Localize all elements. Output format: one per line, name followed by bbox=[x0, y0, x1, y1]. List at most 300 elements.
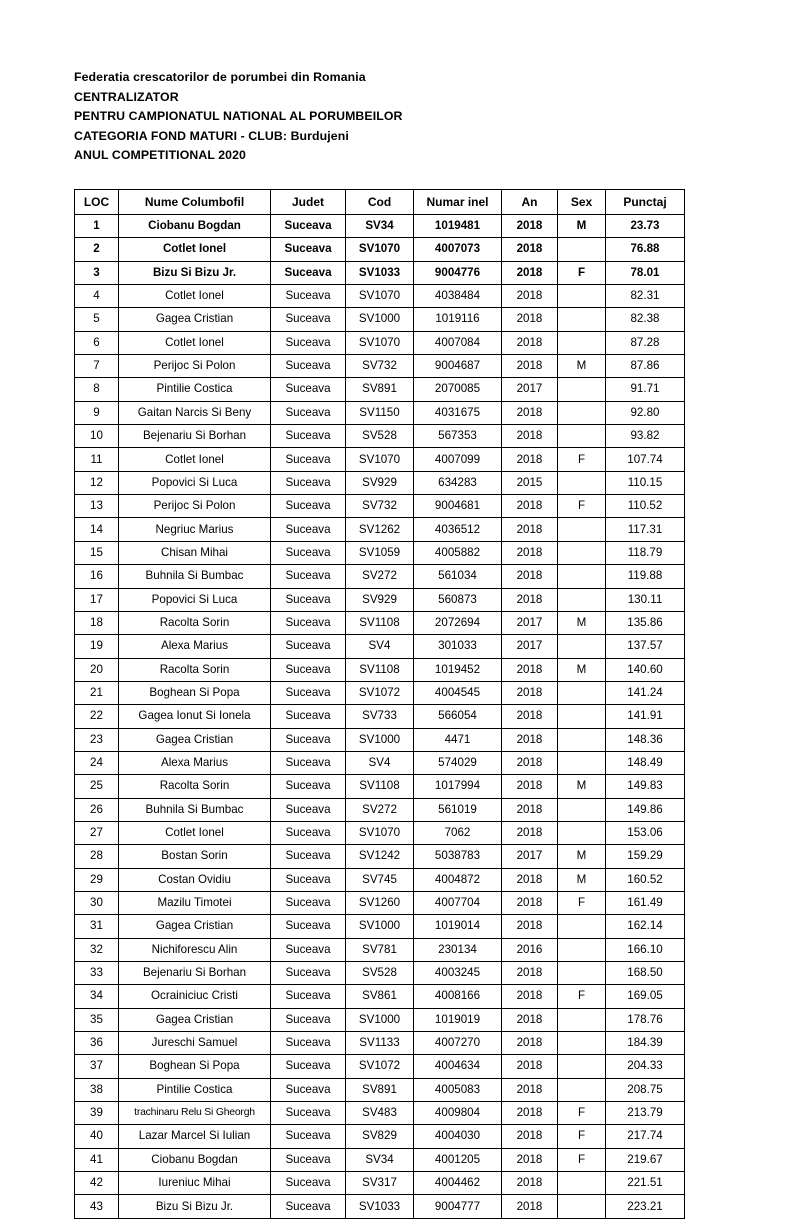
cell-judet: Suceava bbox=[271, 425, 346, 448]
cell-cod: SV4 bbox=[346, 635, 414, 658]
cell-cod: SV1033 bbox=[346, 261, 414, 284]
cell-loc: 4 bbox=[75, 285, 119, 308]
cell-punctaj: 161.49 bbox=[606, 891, 685, 914]
cell-an: 2018 bbox=[502, 751, 558, 774]
table-row bbox=[75, 331, 685, 354]
cell-judet: Suceava bbox=[271, 985, 346, 1008]
cell-loc: 34 bbox=[75, 985, 119, 1008]
cell-cod: SV1072 bbox=[346, 1055, 414, 1078]
cell-cod: SV4 bbox=[346, 751, 414, 774]
cell-an: 2018 bbox=[502, 285, 558, 308]
table-row bbox=[75, 238, 685, 261]
cell-judet: Suceava bbox=[271, 285, 346, 308]
cell-sex bbox=[558, 962, 606, 985]
cell-sex bbox=[558, 238, 606, 261]
cell-sex: M bbox=[558, 355, 606, 378]
cell-cod: SV34 bbox=[346, 215, 414, 238]
cell-cod: SV1260 bbox=[346, 891, 414, 914]
cell-an: 2018 bbox=[502, 891, 558, 914]
cell-sex bbox=[558, 1055, 606, 1078]
cell-punctaj: 204.33 bbox=[606, 1055, 685, 1078]
cell-nume: trachinaru Relu Si Gheorgh bbox=[119, 1102, 271, 1125]
cell-punctaj: 217.74 bbox=[606, 1125, 685, 1148]
cell-sex: M bbox=[558, 868, 606, 891]
cell-loc: 18 bbox=[75, 611, 119, 634]
table-body bbox=[75, 215, 685, 1219]
cell-cod: SV1072 bbox=[346, 681, 414, 704]
cell-punctaj: 107.74 bbox=[606, 448, 685, 471]
cell-nume: Gagea Cristian bbox=[119, 308, 271, 331]
cell-nume: Gagea Ionut Si Ionela bbox=[119, 705, 271, 728]
cell-judet: Suceava bbox=[271, 611, 346, 634]
cell-loc: 26 bbox=[75, 798, 119, 821]
cell-nume: Jureschi Samuel bbox=[119, 1032, 271, 1055]
cell-nume: Boghean Si Popa bbox=[119, 1055, 271, 1078]
table-row bbox=[75, 1008, 685, 1031]
cell-judet: Suceava bbox=[271, 1078, 346, 1101]
cell-punctaj: 221.51 bbox=[606, 1172, 685, 1195]
cell-nume: Nichiforescu Alin bbox=[119, 938, 271, 961]
cell-sex bbox=[558, 705, 606, 728]
cell-loc: 22 bbox=[75, 705, 119, 728]
cell-loc: 36 bbox=[75, 1032, 119, 1055]
cell-cod: SV781 bbox=[346, 938, 414, 961]
cell-inel: 4007084 bbox=[414, 331, 502, 354]
cell-punctaj: 160.52 bbox=[606, 868, 685, 891]
cell-an: 2017 bbox=[502, 611, 558, 634]
cell-nume: Racolta Sorin bbox=[119, 775, 271, 798]
table-row bbox=[75, 471, 685, 494]
table-row bbox=[75, 1148, 685, 1171]
cell-sex bbox=[558, 588, 606, 611]
cell-cod: SV745 bbox=[346, 868, 414, 891]
table-row bbox=[75, 891, 685, 914]
cell-loc: 2 bbox=[75, 238, 119, 261]
cell-sex: F bbox=[558, 1148, 606, 1171]
cell-inel: 4005882 bbox=[414, 541, 502, 564]
cell-punctaj: 87.86 bbox=[606, 355, 685, 378]
cell-inel: 4001205 bbox=[414, 1148, 502, 1171]
cell-cod: SV929 bbox=[346, 588, 414, 611]
table-row bbox=[75, 821, 685, 844]
cell-judet: Suceava bbox=[271, 495, 346, 518]
cell-sex bbox=[558, 821, 606, 844]
table-row bbox=[75, 378, 685, 401]
cell-sex: F bbox=[558, 891, 606, 914]
cell-punctaj: 135.86 bbox=[606, 611, 685, 634]
cell-loc: 30 bbox=[75, 891, 119, 914]
cell-cod: SV528 bbox=[346, 425, 414, 448]
cell-inel: 4004462 bbox=[414, 1172, 502, 1195]
cell-punctaj: 178.76 bbox=[606, 1008, 685, 1031]
cell-judet: Suceava bbox=[271, 751, 346, 774]
cell-nume: Bostan Sorin bbox=[119, 845, 271, 868]
table-row bbox=[75, 681, 685, 704]
cell-loc: 16 bbox=[75, 565, 119, 588]
cell-sex: M bbox=[558, 845, 606, 868]
cell-loc: 37 bbox=[75, 1055, 119, 1078]
cell-inel: 566054 bbox=[414, 705, 502, 728]
cell-inel: 4038484 bbox=[414, 285, 502, 308]
table-row bbox=[75, 705, 685, 728]
cell-an: 2018 bbox=[502, 1195, 558, 1218]
cell-judet: Suceava bbox=[271, 1008, 346, 1031]
cell-judet: Suceava bbox=[271, 1102, 346, 1125]
column-header-inel: Numar inel bbox=[414, 190, 502, 215]
cell-nume: Bejenariu Si Borhan bbox=[119, 425, 271, 448]
cell-punctaj: 148.49 bbox=[606, 751, 685, 774]
table-row bbox=[75, 728, 685, 751]
cell-nume: Negriuc Marius bbox=[119, 518, 271, 541]
cell-nume: Gagea Cristian bbox=[119, 915, 271, 938]
table-row bbox=[75, 401, 685, 424]
cell-punctaj: 117.31 bbox=[606, 518, 685, 541]
table-row bbox=[75, 355, 685, 378]
cell-judet: Suceava bbox=[271, 541, 346, 564]
table-row bbox=[75, 798, 685, 821]
cell-loc: 12 bbox=[75, 471, 119, 494]
cell-loc: 33 bbox=[75, 962, 119, 985]
cell-judet: Suceava bbox=[271, 355, 346, 378]
column-header-cod: Cod bbox=[346, 190, 414, 215]
cell-nume: Cotlet Ionel bbox=[119, 238, 271, 261]
cell-judet: Suceava bbox=[271, 821, 346, 844]
cell-inel: 4009804 bbox=[414, 1102, 502, 1125]
cell-inel: 5038783 bbox=[414, 845, 502, 868]
cell-cod: SV272 bbox=[346, 798, 414, 821]
column-header-loc: LOC bbox=[75, 190, 119, 215]
cell-an: 2018 bbox=[502, 588, 558, 611]
cell-inel: 574029 bbox=[414, 751, 502, 774]
cell-an: 2018 bbox=[502, 448, 558, 471]
cell-an: 2017 bbox=[502, 635, 558, 658]
cell-sex bbox=[558, 518, 606, 541]
cell-punctaj: 184.39 bbox=[606, 1032, 685, 1055]
table-row bbox=[75, 425, 685, 448]
cell-judet: Suceava bbox=[271, 378, 346, 401]
cell-cod: SV272 bbox=[346, 565, 414, 588]
cell-judet: Suceava bbox=[271, 705, 346, 728]
cell-inel: 301033 bbox=[414, 635, 502, 658]
cell-cod: SV483 bbox=[346, 1102, 414, 1125]
cell-inel: 4007099 bbox=[414, 448, 502, 471]
cell-loc: 8 bbox=[75, 378, 119, 401]
document-header bbox=[74, 68, 694, 166]
cell-punctaj: 219.67 bbox=[606, 1148, 685, 1171]
cell-loc: 40 bbox=[75, 1125, 119, 1148]
cell-an: 2017 bbox=[502, 845, 558, 868]
cell-an: 2018 bbox=[502, 308, 558, 331]
cell-punctaj: 168.50 bbox=[606, 962, 685, 985]
cell-an: 2018 bbox=[502, 915, 558, 938]
table-row bbox=[75, 611, 685, 634]
table-row bbox=[75, 635, 685, 658]
cell-loc: 1 bbox=[75, 215, 119, 238]
cell-an: 2018 bbox=[502, 775, 558, 798]
cell-inel: 4004545 bbox=[414, 681, 502, 704]
cell-inel: 2070085 bbox=[414, 378, 502, 401]
cell-nume: Cotlet Ionel bbox=[119, 448, 271, 471]
cell-punctaj: 141.24 bbox=[606, 681, 685, 704]
cell-punctaj: 93.82 bbox=[606, 425, 685, 448]
table-row bbox=[75, 962, 685, 985]
cell-sex bbox=[558, 308, 606, 331]
cell-punctaj: 23.73 bbox=[606, 215, 685, 238]
table-row bbox=[75, 775, 685, 798]
cell-sex bbox=[558, 285, 606, 308]
cell-judet: Suceava bbox=[271, 448, 346, 471]
cell-inel: 230134 bbox=[414, 938, 502, 961]
cell-nume: Perijoc Si Polon bbox=[119, 495, 271, 518]
header-line-year: ANUL COMPETITIONAL 2020 bbox=[74, 148, 246, 163]
cell-cod: SV1108 bbox=[346, 775, 414, 798]
cell-sex: F bbox=[558, 448, 606, 471]
cell-an: 2018 bbox=[502, 425, 558, 448]
cell-judet: Suceava bbox=[271, 938, 346, 961]
cell-punctaj: 92.80 bbox=[606, 401, 685, 424]
cell-loc: 42 bbox=[75, 1172, 119, 1195]
cell-nume: Gagea Cristian bbox=[119, 728, 271, 751]
cell-nume: Racolta Sorin bbox=[119, 658, 271, 681]
cell-sex bbox=[558, 1078, 606, 1101]
cell-loc: 39 bbox=[75, 1102, 119, 1125]
cell-inel: 9004681 bbox=[414, 495, 502, 518]
cell-sex bbox=[558, 1195, 606, 1218]
cell-sex: F bbox=[558, 495, 606, 518]
cell-loc: 14 bbox=[75, 518, 119, 541]
cell-sex bbox=[558, 751, 606, 774]
cell-judet: Suceava bbox=[271, 891, 346, 914]
cell-sex: M bbox=[558, 775, 606, 798]
cell-cod: SV528 bbox=[346, 962, 414, 985]
cell-punctaj: 110.15 bbox=[606, 471, 685, 494]
cell-nume: Alexa Marius bbox=[119, 635, 271, 658]
cell-punctaj: 153.06 bbox=[606, 821, 685, 844]
cell-loc: 27 bbox=[75, 821, 119, 844]
cell-inel: 2072694 bbox=[414, 611, 502, 634]
cell-loc: 19 bbox=[75, 635, 119, 658]
cell-an: 2018 bbox=[502, 518, 558, 541]
cell-judet: Suceava bbox=[271, 308, 346, 331]
table-row bbox=[75, 751, 685, 774]
cell-sex bbox=[558, 471, 606, 494]
cell-judet: Suceava bbox=[271, 401, 346, 424]
cell-judet: Suceava bbox=[271, 238, 346, 261]
cell-judet: Suceava bbox=[271, 331, 346, 354]
cell-judet: Suceava bbox=[271, 1032, 346, 1055]
column-header-judet: Judet bbox=[271, 190, 346, 215]
cell-judet: Suceava bbox=[271, 798, 346, 821]
cell-an: 2018 bbox=[502, 1078, 558, 1101]
cell-nume: Mazilu Timotei bbox=[119, 891, 271, 914]
cell-inel: 561034 bbox=[414, 565, 502, 588]
cell-nume: Ocrainiciuc Cristi bbox=[119, 985, 271, 1008]
cell-judet: Suceava bbox=[271, 635, 346, 658]
column-header-nume: Nume Columbofil bbox=[119, 190, 271, 215]
cell-cod: SV732 bbox=[346, 495, 414, 518]
cell-punctaj: 78.01 bbox=[606, 261, 685, 284]
cell-loc: 15 bbox=[75, 541, 119, 564]
table-row bbox=[75, 495, 685, 518]
cell-inel: 4004872 bbox=[414, 868, 502, 891]
cell-loc: 5 bbox=[75, 308, 119, 331]
cell-inel: 9004777 bbox=[414, 1195, 502, 1218]
cell-sex: M bbox=[558, 658, 606, 681]
column-header-punctaj: Punctaj bbox=[606, 190, 685, 215]
cell-an: 2018 bbox=[502, 261, 558, 284]
cell-nume: Costan Ovidiu bbox=[119, 868, 271, 891]
cell-judet: Suceava bbox=[271, 518, 346, 541]
cell-cod: SV1000 bbox=[346, 1008, 414, 1031]
cell-loc: 21 bbox=[75, 681, 119, 704]
cell-cod: SV891 bbox=[346, 378, 414, 401]
cell-cod: SV732 bbox=[346, 355, 414, 378]
cell-an: 2018 bbox=[502, 868, 558, 891]
cell-cod: SV891 bbox=[346, 1078, 414, 1101]
cell-cod: SV1242 bbox=[346, 845, 414, 868]
cell-inel: 4031675 bbox=[414, 401, 502, 424]
cell-sex bbox=[558, 1032, 606, 1055]
cell-an: 2018 bbox=[502, 821, 558, 844]
cell-sex bbox=[558, 1008, 606, 1031]
cell-cod: SV1000 bbox=[346, 308, 414, 331]
cell-cod: SV1070 bbox=[346, 821, 414, 844]
cell-cod: SV1000 bbox=[346, 728, 414, 751]
cell-an: 2018 bbox=[502, 1008, 558, 1031]
cell-inel: 9004776 bbox=[414, 261, 502, 284]
cell-nume: Cotlet Ionel bbox=[119, 821, 271, 844]
cell-cod: SV861 bbox=[346, 985, 414, 1008]
cell-inel: 4036512 bbox=[414, 518, 502, 541]
cell-punctaj: 166.10 bbox=[606, 938, 685, 961]
cell-punctaj: 140.60 bbox=[606, 658, 685, 681]
cell-punctaj: 149.86 bbox=[606, 798, 685, 821]
cell-an: 2018 bbox=[502, 1055, 558, 1078]
cell-judet: Suceava bbox=[271, 1172, 346, 1195]
cell-sex: F bbox=[558, 261, 606, 284]
cell-cod: SV1033 bbox=[346, 1195, 414, 1218]
cell-inel: 560873 bbox=[414, 588, 502, 611]
cell-sex bbox=[558, 938, 606, 961]
cell-punctaj: 149.83 bbox=[606, 775, 685, 798]
cell-inel: 7062 bbox=[414, 821, 502, 844]
cell-loc: 29 bbox=[75, 868, 119, 891]
cell-cod: SV1133 bbox=[346, 1032, 414, 1055]
cell-nume: Buhnila Si Bumbac bbox=[119, 565, 271, 588]
cell-an: 2018 bbox=[502, 962, 558, 985]
cell-inel: 1019481 bbox=[414, 215, 502, 238]
header-line-championship: PENTRU CAMPIONATUL NATIONAL AL PORUMBEILOR bbox=[74, 109, 403, 124]
table-row bbox=[75, 985, 685, 1008]
column-header-sex: Sex bbox=[558, 190, 606, 215]
cell-judet: Suceava bbox=[271, 915, 346, 938]
cell-sex bbox=[558, 401, 606, 424]
cell-sex bbox=[558, 915, 606, 938]
cell-loc: 43 bbox=[75, 1195, 119, 1218]
cell-punctaj: 87.28 bbox=[606, 331, 685, 354]
cell-nume: Cotlet Ionel bbox=[119, 285, 271, 308]
cell-nume: Boghean Si Popa bbox=[119, 681, 271, 704]
cell-loc: 28 bbox=[75, 845, 119, 868]
cell-nume: Lazar Marcel Si Iulian bbox=[119, 1125, 271, 1148]
cell-cod: SV1070 bbox=[346, 448, 414, 471]
cell-punctaj: 82.31 bbox=[606, 285, 685, 308]
cell-an: 2018 bbox=[502, 658, 558, 681]
cell-cod: SV1000 bbox=[346, 915, 414, 938]
cell-judet: Suceava bbox=[271, 1148, 346, 1171]
cell-cod: SV929 bbox=[346, 471, 414, 494]
cell-inel: 4007704 bbox=[414, 891, 502, 914]
cell-cod: SV1108 bbox=[346, 611, 414, 634]
cell-an: 2018 bbox=[502, 565, 558, 588]
cell-loc: 3 bbox=[75, 261, 119, 284]
results-table bbox=[74, 189, 685, 1219]
cell-punctaj: 82.38 bbox=[606, 308, 685, 331]
cell-nume: Alexa Marius bbox=[119, 751, 271, 774]
cell-inel: 1019014 bbox=[414, 915, 502, 938]
table-row bbox=[75, 868, 685, 891]
cell-inel: 4004030 bbox=[414, 1125, 502, 1148]
cell-sex bbox=[558, 541, 606, 564]
cell-inel: 4004634 bbox=[414, 1055, 502, 1078]
cell-punctaj: 130.11 bbox=[606, 588, 685, 611]
cell-punctaj: 159.29 bbox=[606, 845, 685, 868]
cell-loc: 7 bbox=[75, 355, 119, 378]
cell-loc: 20 bbox=[75, 658, 119, 681]
cell-loc: 31 bbox=[75, 915, 119, 938]
cell-judet: Suceava bbox=[271, 728, 346, 751]
cell-an: 2018 bbox=[502, 541, 558, 564]
table-row bbox=[75, 938, 685, 961]
cell-sex bbox=[558, 635, 606, 658]
cell-sex: M bbox=[558, 611, 606, 634]
cell-punctaj: 118.79 bbox=[606, 541, 685, 564]
cell-nume: Popovici Si Luca bbox=[119, 471, 271, 494]
cell-nume: Ciobanu Bogdan bbox=[119, 1148, 271, 1171]
cell-inel: 561019 bbox=[414, 798, 502, 821]
cell-cod: SV317 bbox=[346, 1172, 414, 1195]
table-row bbox=[75, 658, 685, 681]
cell-judet: Suceava bbox=[271, 565, 346, 588]
table-row bbox=[75, 1032, 685, 1055]
cell-punctaj: 148.36 bbox=[606, 728, 685, 751]
cell-cod: SV1070 bbox=[346, 285, 414, 308]
cell-inel: 1017994 bbox=[414, 775, 502, 798]
cell-sex bbox=[558, 728, 606, 751]
cell-an: 2018 bbox=[502, 215, 558, 238]
cell-cod: SV1070 bbox=[346, 238, 414, 261]
cell-inel: 1019116 bbox=[414, 308, 502, 331]
cell-loc: 25 bbox=[75, 775, 119, 798]
cell-cod: SV1262 bbox=[346, 518, 414, 541]
cell-punctaj: 213.79 bbox=[606, 1102, 685, 1125]
cell-punctaj: 208.75 bbox=[606, 1078, 685, 1101]
table-row bbox=[75, 1195, 685, 1218]
cell-punctaj: 169.05 bbox=[606, 985, 685, 1008]
cell-nume: Bizu Si Bizu Jr. bbox=[119, 261, 271, 284]
cell-cod: SV829 bbox=[346, 1125, 414, 1148]
cell-inel: 567353 bbox=[414, 425, 502, 448]
cell-cod: SV1070 bbox=[346, 331, 414, 354]
cell-cod: SV1108 bbox=[346, 658, 414, 681]
cell-judet: Suceava bbox=[271, 1055, 346, 1078]
table-row bbox=[75, 915, 685, 938]
cell-punctaj: 162.14 bbox=[606, 915, 685, 938]
cell-an: 2018 bbox=[502, 1032, 558, 1055]
cell-nume: Bizu Si Bizu Jr. bbox=[119, 1195, 271, 1218]
table-row bbox=[75, 285, 685, 308]
cell-nume: Pintilie Costica bbox=[119, 378, 271, 401]
